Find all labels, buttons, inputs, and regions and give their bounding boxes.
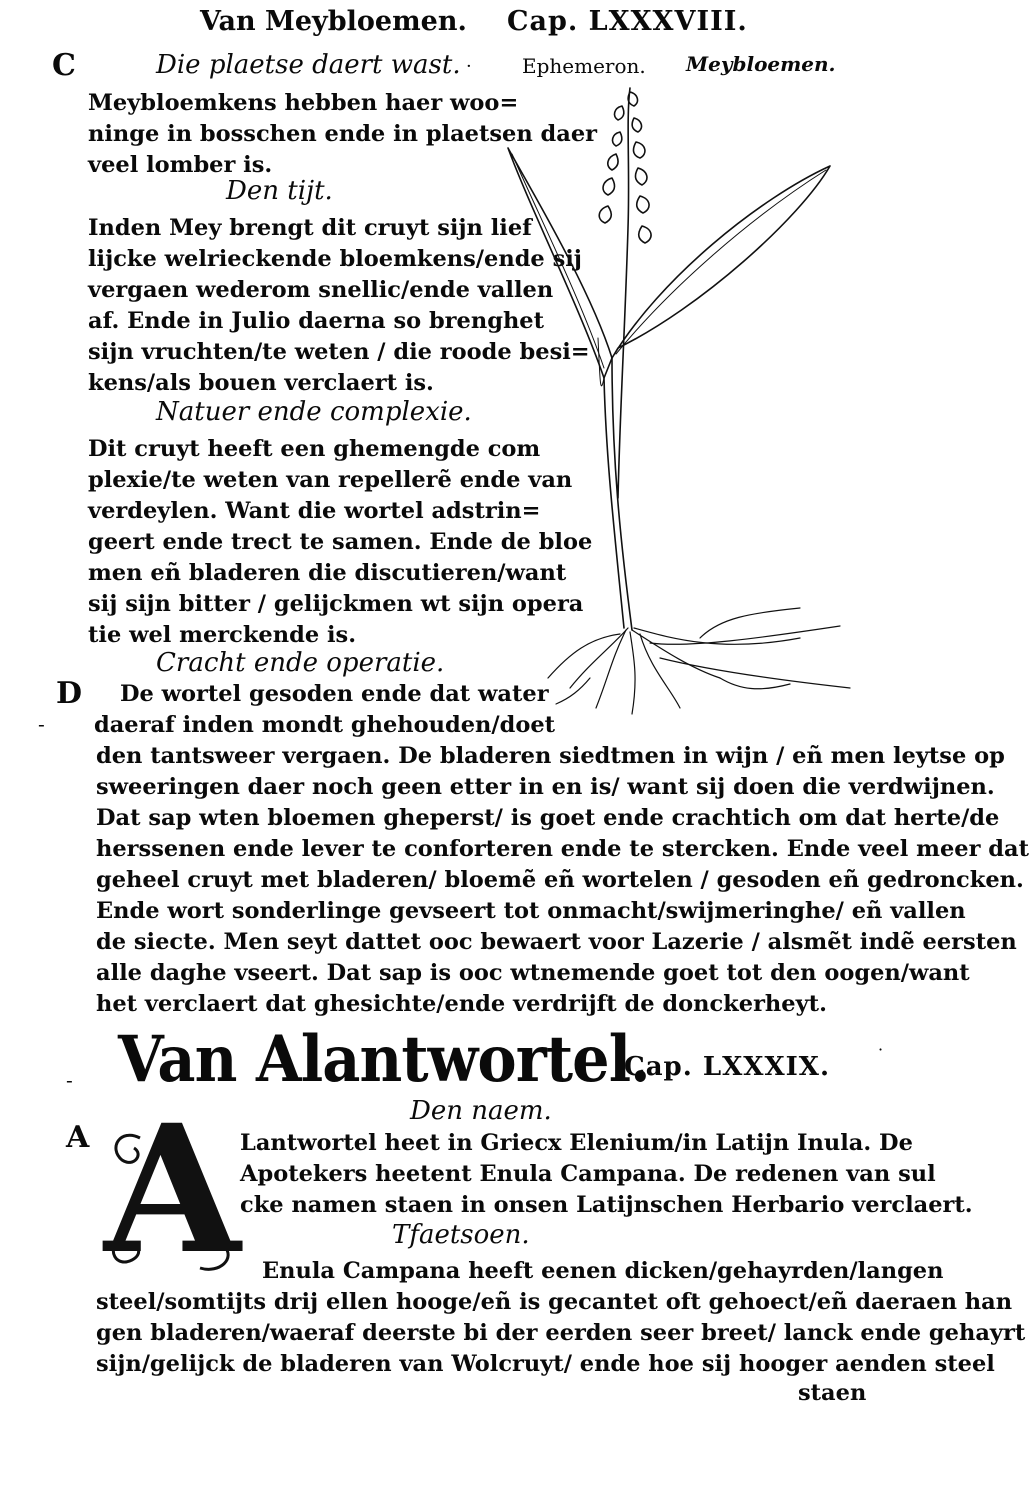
- text-line: de siecte. Men seyt dattet ooc bewaert voor Lazerie / alsmẽt indẽ eersten: [96, 929, 1017, 955]
- text-line: geert ende trect te samen. Ende de bloe: [88, 529, 593, 555]
- text-line: kens/als bouen verclaert is.: [88, 370, 434, 396]
- text-line: steel/somtijts drij ellen hooge/eñ is gecantet oft gehoect/eñ daeraen han: [96, 1289, 1013, 1315]
- text-line: Ende wort sonderlinge gevseert tot onmacht/swijmeringhe/ eñ vallen: [96, 898, 966, 924]
- heading-tijt: Den tijt.: [226, 176, 333, 206]
- text-line: Dit cruyt heeft een ghemengde com: [88, 436, 541, 462]
- margin-marker-a: A: [66, 1120, 90, 1155]
- text-line: gen bladeren/waeraf deerste bi der eerden seer breet/ lanck ende gehayrt: [96, 1320, 1026, 1346]
- right-leaf: [612, 166, 830, 358]
- text-line: De wortel gesoden ende dat water: [120, 681, 549, 707]
- heading-cracht: Cracht ende operatie.: [156, 648, 445, 678]
- text-line: vergaen wederom snellic/ende vallen: [88, 277, 554, 303]
- text-line: Lantwortel heet in Griecx Elenium/in Latijn Inula. De: [240, 1130, 913, 1156]
- text-line: sijn vruchten/te weten / die roode besi=: [88, 339, 590, 365]
- flower-bells: [599, 92, 651, 243]
- text-line: lijcke welrieckende bloemkens/ende sij: [88, 246, 582, 272]
- margin-marker-d: D: [56, 676, 83, 711]
- caption-latin: Ephemeron.: [522, 54, 646, 78]
- text-line: sij sijn bitter / gelijckmen wt sijn opera: [88, 591, 584, 617]
- text-line: daeraf inden mondt ghehouden/doet: [94, 712, 556, 738]
- chapter-number: Cap. LXXXVIII.: [507, 6, 748, 37]
- stray-mark: ·: [878, 1040, 884, 1059]
- text-line: verdeylen. Want die wortel adstrin=: [88, 498, 541, 524]
- text-line: den tantsweer vergaen. De bladeren siedtmen in wijn / eñ men leytse op: [96, 743, 1005, 769]
- text-line: alle daghe vseert. Dat sap is ooc wtnemende goet tot den oogen/want: [96, 960, 970, 986]
- text-line: geheel cruyt met bladeren/ bloemẽ eñ wortelen / gesoden eñ gedroncken.: [96, 867, 1024, 893]
- heading-natuer: Natuer ende complexie.: [156, 397, 472, 427]
- plant-woodcut: [500, 78, 880, 718]
- left-leaf: [508, 148, 612, 378]
- text-line: het verclaert dat ghesichte/ende verdrijft de donckerheyt.: [96, 991, 827, 1017]
- catchword: staen: [798, 1380, 867, 1406]
- text-line: ninge in bosschen ende in plaetsen daer: [88, 121, 598, 147]
- heading-plaetse: Die plaetse daert wast.: [156, 50, 461, 80]
- roots: [548, 608, 850, 714]
- text-line: sweeringen daer noch geen etter in en is/ want sij doen die verdwijnen.: [96, 774, 995, 800]
- text-line: herssenen ende lever te conforteren ende te stercken. Ende veel meer dat: [96, 836, 1029, 862]
- text-line: Enula Campana heeft eenen dicken/gehayrden/langen: [262, 1258, 944, 1284]
- text-line: Apotekers heetent Enula Campana. De redenen van sul: [240, 1161, 936, 1187]
- text-line: Meybloemkens hebben haer woo=: [88, 90, 519, 116]
- running-title: Van Meybloemen.: [200, 6, 467, 37]
- text-line: sijn/gelijck de bladeren van Wolcruyt/ ende hoe sij hooger aenden steel: [96, 1351, 995, 1377]
- chapter-number: Cap. LXXXIX.: [624, 1052, 831, 1082]
- text-line: veel lomber is.: [88, 152, 273, 178]
- flower-stalk: [618, 88, 630, 498]
- heading-naem: Den naem.: [410, 1096, 552, 1126]
- stray-dot: ·: [466, 56, 472, 77]
- stray-mark: -: [66, 1068, 73, 1092]
- heading-fatsoen: Tfaetsoen.: [392, 1220, 530, 1250]
- text-line: Dat sap wten bloemen gheperst/ is goet ende crachtich om dat herte/de: [96, 805, 1000, 831]
- chapter-title: Van Alantwortel.: [118, 1022, 650, 1097]
- text-line: Inden Mey brengt dit cruyt sijn lief: [88, 215, 532, 241]
- stray-mark: -: [38, 712, 45, 736]
- initial-letter: A: [104, 1086, 241, 1293]
- margin-marker-c: C: [52, 48, 76, 83]
- caption-vernacular: Meybloemen.: [686, 52, 836, 76]
- text-line: cke namen staen in onsen Latijnschen Herbario verclaert.: [240, 1192, 973, 1218]
- decorated-initial: [100, 1086, 241, 1293]
- text-line: af. Ende in Julio daerna so brenghet: [88, 308, 545, 334]
- text-line: men eñ bladeren die discutieren/want: [88, 560, 567, 586]
- text-line: tie wel merckende is.: [88, 622, 357, 648]
- text-line: plexie/te weten van repellerẽ ende van: [88, 467, 573, 493]
